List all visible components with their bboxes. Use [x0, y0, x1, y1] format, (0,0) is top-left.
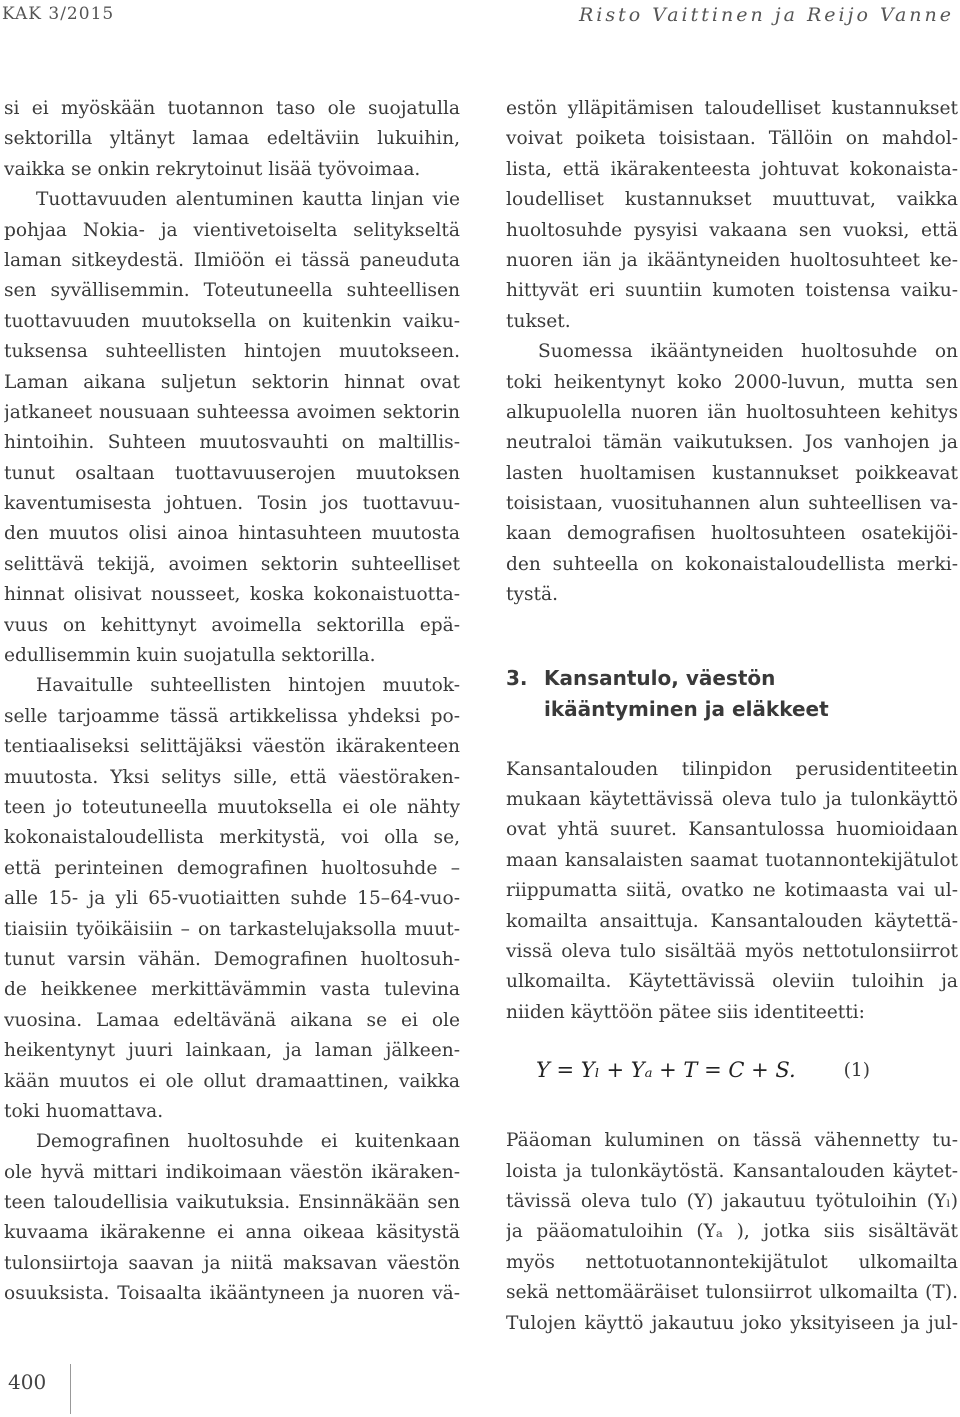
- section-number: 3.: [506, 665, 528, 690]
- text-line: tuksensa suhteellisten hintojen muutokseen.: [4, 341, 460, 363]
- text-line: sektorilla yltänyt lamaa edeltäviin lukuihin,: [4, 128, 460, 150]
- text-line: sekä nettomääräiset tulonsiirrot ulkomailta (T).: [506, 1282, 958, 1304]
- page-number: 400: [8, 1370, 47, 1394]
- text-line: tunut varsin vähän. Demografinen huoltosuh-: [4, 948, 460, 970]
- text-line: Havaitulle suhteellisten hintojen muutok-: [36, 675, 460, 697]
- text-line: maan kansalaisten saamat tuotannontekijätulot: [506, 849, 958, 871]
- text-line: laman sitkeydestä. Ilmiöön ei tässä paneuduta: [4, 249, 460, 271]
- text-line: kokonaistaloudellista merkitystä, voi olla se,: [4, 827, 460, 849]
- running-head: [0, 4, 960, 28]
- text-line: hittyvät eri suuntiin kumoten toistensa vaiku-: [506, 280, 958, 302]
- text-line: toki heikentynyt koko 2000-luvun, mutta sen: [506, 371, 958, 393]
- text-line: sen syvällisemmin. Toteutuneella suhteellisen: [4, 280, 460, 302]
- right-column-top-text: [506, 94, 958, 611]
- equation-number: (1): [843, 1060, 870, 1082]
- text-line: Pääoman kuluminen on tässä vähennetty tu-: [506, 1130, 958, 1152]
- right-column: [506, 94, 958, 1339]
- right-column-middle-text: [506, 755, 958, 1029]
- text-line: alle 15- ja yli 65-vuotiaitten suhde 15–64-vuo-: [4, 888, 460, 910]
- text-line: vaikka se onkin rekrytoinut lisää työvoimaa.: [4, 158, 421, 180]
- text-line: lista, että ikärakenteesta johtuvat kokonaista-: [506, 158, 958, 180]
- text-line: tystä.: [506, 584, 558, 606]
- text-line: alkupuolella nuoren iän huoltosuhteen kehitys: [506, 401, 958, 423]
- text-line: vuus on kehittynyt avoimella sektorilla epä-: [4, 614, 460, 636]
- text-line: osuuksista. Toisaalta ikääntyneen ja nuoren vä-: [4, 1283, 460, 1305]
- text-line: vuosina. Lamaa edeltävänä aikana se ei ole: [4, 1009, 460, 1031]
- text-line: tentiaaliseksi selittäjäksi väestön ikärakenteen: [4, 736, 460, 758]
- article-authors: Risto Vaittinen ja Reijo Vanne: [578, 4, 954, 26]
- text-line: komailta ansaittuja. Kansantalouden käytettä-: [506, 910, 958, 932]
- text-line: Laman aikana suljetun sektorin hinnat ovat: [4, 371, 460, 393]
- section-heading-line-1: [506, 663, 958, 694]
- text-line: kaan demografisen huoltosuhteen osatekijöi-: [506, 523, 958, 545]
- text-line: kään muutos ei ole ollut dramaattinen, vaikka: [4, 1070, 460, 1092]
- text-line: toisistaan, vuosituhannen alun suhteellisen va-: [506, 493, 958, 515]
- text-line: Suomessa ikääntyneiden huoltosuhde on: [538, 341, 958, 363]
- text-line: Tuottavuuden alentuminen kautta linjan vie: [36, 189, 460, 211]
- page-footer: [0, 1360, 960, 1417]
- text-line: nuoren iän ja ikääntyneiden huoltosuhteet ke-: [506, 249, 958, 271]
- text-line: muutosta. Yksi selitys sille, että väestöraken-: [4, 766, 460, 788]
- text-line: myös nettotuotannontekijätulot ulkomailta: [506, 1251, 958, 1273]
- text-line: den suhteella on kokonaistaloudellista merki-: [506, 553, 958, 575]
- text-line: loudelliset kustannukset muuttuvat, vaikka: [506, 189, 958, 211]
- section-title-part-1: Kansantulo, väestön: [544, 665, 776, 690]
- text-line: ulkomailta. Käytettävissä oleviin tuloihin ja: [506, 971, 958, 993]
- section-title-part-2: ikääntyminen ja eläkkeet: [544, 696, 829, 721]
- journal-issue: KAK 3/2015: [2, 4, 115, 24]
- text-line: tulonsiirtoja saavan ja niitä maksavan väestön: [4, 1252, 460, 1274]
- text-line: ovat yhtä suuret. Kansantulossa huomioidaan: [506, 819, 958, 841]
- text-line: ja pääomatuloihin (Yₐ ), jotka siis sisältävät: [506, 1221, 958, 1243]
- text-line: tuottavuuden muutoksella on kuitenkin vaiku-: [4, 310, 460, 332]
- text-line: de heikkenee merkittävämmin vasta tulevina: [4, 979, 460, 1001]
- text-line: toki huomattava.: [4, 1100, 164, 1122]
- text-line: tiaisiin työikäisiin – on tarkastelujaksolla muut-: [4, 918, 460, 940]
- text-line: mukaan käytettävissä oleva tulo ja tulonkäyttö: [506, 789, 958, 811]
- text-line: selittävä tekijä, avoimen sektorin suhteelliset: [4, 553, 460, 575]
- equation-expression: Y = Yₗ + Yₐ + T = C + S.: [536, 1058, 796, 1083]
- text-line: voivat poiketa toisistaan. Tällöin on mahdol-: [506, 128, 958, 150]
- text-line: vissä oleva tulo sisältää myös nettotulonsiirrot: [506, 940, 958, 962]
- left-column: [4, 94, 460, 1310]
- text-line: tävissä oleva tulo (Y) jakautuu työtuloihin (Yₗ): [506, 1190, 958, 1212]
- footer-divider: [70, 1364, 71, 1414]
- text-line: hinnat olisivat nousseet, koska kokonaistuotta-: [4, 584, 460, 606]
- text-line: kaventumisesta johtuen. Tosin jos tuottavuu-: [4, 493, 460, 515]
- text-line: kuvaama ikärakenne ei anna oikeaa käsitystä: [4, 1222, 460, 1244]
- equation-1: [506, 1048, 958, 1108]
- text-line: pohjaa Nokia- ja vientivetoiselta selitykseltä: [4, 219, 460, 241]
- text-line: lasten huoltamisen kustannukset poikkeavat: [506, 462, 958, 484]
- text-line: tukset.: [506, 310, 571, 332]
- right-column-bottom-text: [506, 1126, 958, 1339]
- text-line: riippumatta siitä, ovatko ne kotimaasta vai ul-: [506, 880, 958, 902]
- text-line: heikentynyt juuri lainkaan, ja laman jälkeen-: [4, 1040, 460, 1062]
- text-line: huoltosuhde pysyisi vakaana sen vuoksi, että: [506, 219, 958, 241]
- text-line: Kansantalouden tilinpidon perusidentiteetin: [506, 758, 958, 780]
- text-line: si ei myöskään tuotannon taso ole suojatulla: [4, 98, 460, 119]
- text-line: estön ylläpitämisen taloudelliset kustannukset: [506, 98, 958, 119]
- text-line: selle tarjoamme tässä artikkelissa yhdeksi po-: [4, 705, 460, 727]
- text-line: hintoihin. Suhteen muutosvauhti on maltillis-: [4, 432, 460, 454]
- text-line: loista ja tulonkäytöstä. Kansantalouden käytet-: [506, 1160, 958, 1182]
- section-heading: [506, 663, 958, 725]
- text-line: neutraloi tämän vaikutuksen. Jos vanhojen ja: [506, 432, 958, 454]
- text-line: tunut osaltaan tuottavuuserojen muutoksen: [4, 462, 460, 484]
- text-line: ole hyvä mittari indikoimaan väestön ikäraken-: [4, 1161, 460, 1183]
- text-line: että perinteinen demografinen huoltosuhde –: [4, 857, 460, 879]
- text-line: Demografinen huoltosuhde ei kuitenkaan: [36, 1131, 460, 1153]
- text-line: Tulojen käyttö jakautuu joko yksityiseen ja jul-: [506, 1312, 958, 1334]
- text-line: edullisemmin kuin suojatulla sektorilla.: [4, 645, 376, 667]
- text-line: niiden käyttöön pätee siis identiteetti:: [506, 1001, 865, 1023]
- text-line: den muutos olisi ainoa hintasuhteen muutosta: [4, 523, 460, 545]
- text-line: teen taloudellisia vaikutuksia. Ensinnäkään sen: [4, 1192, 460, 1214]
- text-line: jatkaneet nousuaan suhteessa avoimen sektorin: [4, 401, 460, 423]
- text-line: teen jo toteutuneella muutoksella ei ole nähty: [4, 796, 460, 818]
